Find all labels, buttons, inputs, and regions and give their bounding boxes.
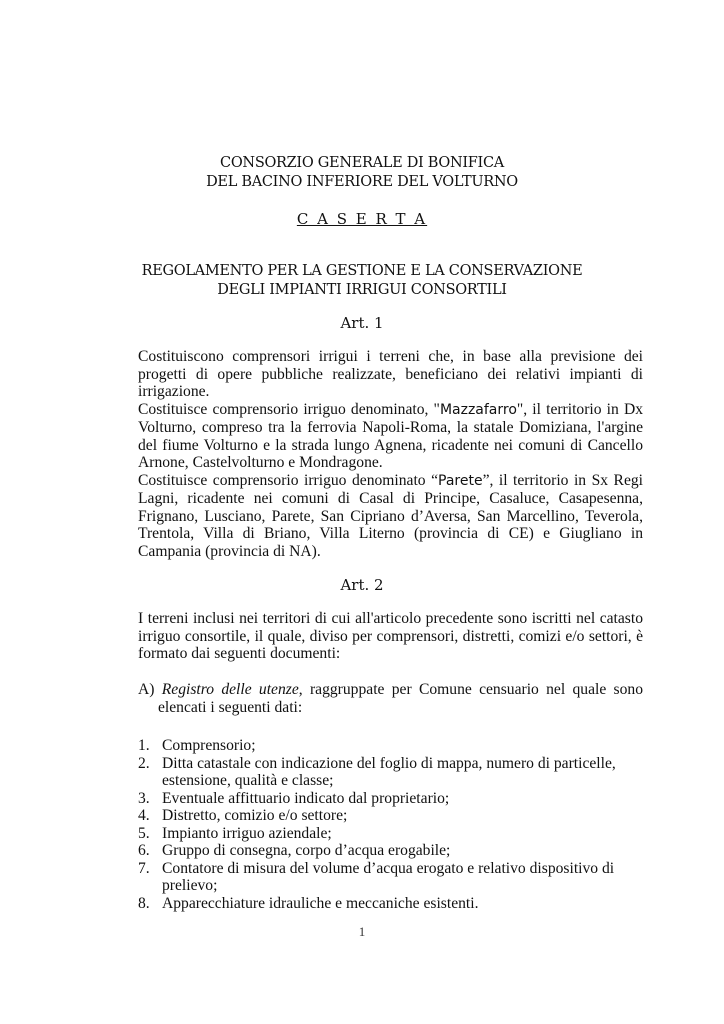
list-item-text: Distretto, comizio e/o settore; [162,807,348,824]
item-a-rest: , raggruppate per Comune censuario nel quale sono elencati i seguenti dati: [158,681,644,716]
parete-name: Parete [438,472,483,489]
article-2-paragraph-1: I terreni inclusi nei territori di cui all'articolo precedente sono iscritti nel catasto irriguo consortile, il quale, diviso per comprensori, distretti, comizi e/o settori, è formato dai seguenti documenti: [138,610,643,662]
list-item [138,790,643,808]
p3-suffix: ”, il territorio in Sx Regi Lagni, ricadente nei comuni di Casal di Principe, Casaluce, Casapesenna, Frignano, Lusciano, Parete, San Cipriano d’Aversa, San Marcellino, Teverola, Trentola, Villa di Briano, Villa Literno (provincia di CE) e Giugliano in Campania (provincia di NA). [138,471,644,560]
header-line-2: DEL BACINO INFERIORE DEL VOLTURNO [206,174,518,190]
p2-suffix: ", il territorio in Dx Volturno, compreso tra la ferrovia Napoli-Roma, la statale Domiziana, l'argine del fiume Volturno e la strada lungo Agnena, ricadente nei comuni di Cancello Arnone, Castelvolturno e Mondragone. [138,400,644,471]
list-item [138,737,643,755]
page-number: 1 [358,924,366,939]
article-1-paragraph-2 [138,401,643,472]
list-item-number: 7. [138,859,150,877]
list-item-text: Apparecchiature idrauliche e meccaniche esistenti. [162,894,479,912]
list-item-number: 8. [138,894,150,912]
consortium-header [0,154,724,192]
header-line-1: CONSORZIO GENERALE DI BONIFICA [220,155,504,171]
list-item-number: 4. [138,807,150,824]
mazzafarro-name: Mazzafarro [439,401,517,418]
list-item [138,825,643,843]
list-item [138,842,643,860]
list-item-number: 3. [138,789,150,807]
list-item-text: Eventuale affittuario indicato dal proprietario; [162,789,450,807]
list-item-text: Contatore di misura del volume d’acqua erogato e relativo dispositivo di prelievo; [162,859,615,894]
list-item [138,860,643,895]
article-1-paragraph-1: Costituiscono comprensori irrigui i terreni che, in base alla previsione dei progetti di opere pubbliche realizzate, beneficiano dei relativi impianti di irrigazione. [138,348,643,400]
city-heading: C A S E R T A [296,210,428,228]
list-item-number: 5. [138,824,150,842]
list-item-text: Impianto irriguo aziendale; [162,824,332,842]
list-item [138,807,643,825]
list-item-text: Comprensorio; [162,737,256,754]
article-2-item-a [138,681,643,716]
p3-prefix: Costituisce comprensorio irriguo denominato “ [138,471,439,489]
data-list [138,737,643,912]
list-item [138,895,643,913]
title-line-2: DEGLI IMPIANTI IRRIGUI CONSORTILI [217,282,507,298]
list-item-text: Gruppo di consegna, corpo d’acqua erogabile; [162,842,451,859]
list-item-text: Ditta catastale con indicazione del foglio di mappa, numero di particelle, estensione, qualità e classe; [162,754,616,789]
article-2-heading: Art. 2 [340,576,384,594]
item-a-label: A) [138,681,162,698]
list-item-number: 2. [138,754,150,772]
article-1-body [138,348,643,560]
regulation-title [0,262,724,300]
list-item-number: 1. [138,737,150,754]
p2-prefix: Costituisce comprensorio irriguo denominato, " [138,400,440,418]
item-a-register-title: Registro delle utenze [161,681,299,698]
list-item [138,755,643,790]
article-1-paragraph-3 [138,472,643,561]
title-line-1: REGOLAMENTO PER LA GESTIONE E LA CONSERVAZIONE [141,263,583,279]
article-2-body [138,610,643,663]
article-1-heading: Art. 1 [340,314,384,332]
list-item-number: 6. [138,842,150,859]
item-a-paragraph [138,681,643,716]
